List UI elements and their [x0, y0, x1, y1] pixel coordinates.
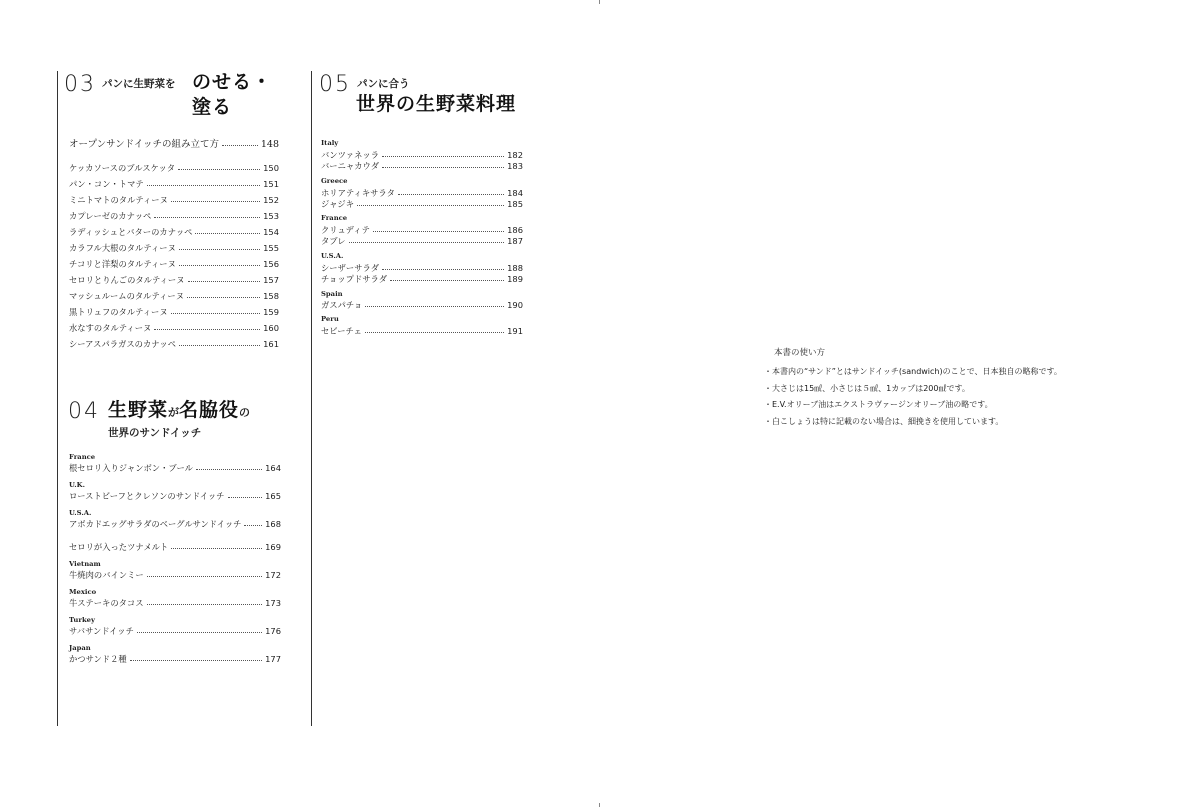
leader-dots [171, 201, 260, 202]
country-label: France [69, 453, 96, 461]
entry-page: 157 [263, 275, 279, 285]
leader-dots [382, 269, 504, 270]
entry-page: 187 [507, 236, 523, 246]
entry-title: ジャジキ [321, 199, 355, 209]
page-bottom-tick [599, 803, 600, 807]
leader-dots [228, 497, 263, 498]
toc-entry-152[interactable] [69, 196, 279, 204]
section-05-rule [311, 71, 312, 726]
toc-entry-154[interactable] [69, 228, 279, 236]
entry-page: 148 [260, 139, 279, 150]
leader-dots [349, 242, 505, 243]
entry-page: 182 [507, 150, 523, 160]
country-label: Spain [321, 290, 343, 298]
entry-title: 水なすのタルティーヌ [69, 323, 152, 333]
entry-page: 172 [265, 570, 281, 580]
toc-entry-151[interactable] [69, 180, 279, 188]
leader-dots [196, 469, 262, 470]
entry-title: 黒トリュフのタルティーヌ [69, 307, 168, 317]
entry-title: 牛焼肉のバインミー [69, 570, 144, 580]
entry-title: チコリと洋梨のタルティーヌ [69, 259, 176, 269]
country-label: Italy [321, 139, 339, 147]
leader-dots [171, 548, 262, 549]
toc-entry-187[interactable] [321, 237, 523, 245]
toc-entry-161[interactable] [69, 340, 279, 348]
toc-entry-156[interactable] [69, 260, 279, 268]
toc-entry-189[interactable] [321, 275, 523, 283]
entry-title: かつサンド２種 [69, 654, 127, 664]
entry-title: オープンサンドイッチの組み立て方 [69, 139, 220, 150]
entry-page: 191 [507, 326, 523, 336]
entry-page: 190 [507, 300, 523, 310]
section-04-title-c: 名脇役 [179, 399, 240, 421]
entry-title: カラフル大根のタルティーヌ [69, 243, 176, 253]
section-04-title-b: が [168, 406, 180, 419]
entry-page: 154 [263, 227, 279, 237]
leader-dots [244, 525, 262, 526]
section-03-title-line1: のせる・ [192, 71, 273, 93]
leader-dots [222, 145, 258, 146]
leader-dots [187, 297, 260, 298]
country-label: Greece [321, 177, 348, 185]
entry-title: クリュディテ [321, 225, 370, 235]
leader-dots [147, 185, 260, 186]
entry-page: 160 [263, 323, 279, 333]
usage-note: ・大さじは15㎖、小さじは５㎖、1カップは200㎖です。 [764, 384, 970, 393]
entry-title: ラディッシュとバターのカナッペ [69, 227, 193, 237]
country-label: Mexico [69, 588, 97, 596]
leader-dots [373, 231, 504, 232]
entry-page: 188 [507, 263, 523, 273]
leader-dots [179, 345, 260, 346]
toc-entry-182[interactable] [321, 151, 523, 159]
leader-dots [147, 604, 263, 605]
country-label: Japan [69, 644, 91, 652]
toc-entry-165[interactable] [69, 492, 281, 500]
country-label: France [321, 214, 348, 222]
entry-page: 184 [507, 188, 523, 198]
leader-dots [130, 660, 262, 661]
entry-page: 185 [507, 199, 523, 209]
leader-dots [137, 632, 262, 633]
entry-page: 152 [263, 195, 279, 205]
section-03-pretitle: パンに生野菜を [102, 78, 176, 90]
section-04-subtitle: 世界のサンドイッチ [108, 427, 202, 439]
leader-dots [195, 233, 260, 234]
entry-title: ケッカソースのブルスケッタ [69, 163, 176, 173]
toc-entry-153[interactable] [69, 212, 279, 220]
country-label: Turkey [69, 616, 95, 624]
entry-title: セビーチェ [321, 326, 362, 336]
toc-entry-160[interactable] [69, 324, 279, 332]
country-label: Peru [321, 315, 339, 323]
toc-entry-185[interactable] [321, 200, 523, 208]
entry-title: シーザーサラダ [321, 263, 379, 273]
leader-dots [365, 332, 504, 333]
leader-dots [357, 205, 504, 206]
entry-page: 165 [265, 491, 281, 501]
entry-page: 153 [263, 211, 279, 221]
entry-page: 183 [507, 161, 523, 171]
leader-dots [382, 167, 504, 168]
country-label: U.S.A. [321, 252, 344, 260]
toc-entry-155[interactable] [69, 244, 279, 252]
entry-title: カプレーゼのカナッペ [69, 211, 152, 221]
toc-entry-176[interactable] [69, 627, 281, 635]
entry-title: タブレ [321, 236, 346, 246]
usage-note: ・本書内の“サンド”とはサンドイッチ(sandwich)のことで、日本独自の略称です。 [764, 367, 1062, 376]
entry-title: サバサンドイッチ [69, 626, 134, 636]
section-04-title-d: の [239, 406, 251, 419]
entry-page: 177 [265, 654, 281, 664]
entry-page: 151 [263, 179, 279, 189]
leader-dots [154, 329, 260, 330]
leader-dots [179, 265, 260, 266]
toc-entry-168[interactable] [69, 520, 281, 528]
entry-title: ガスパチョ [321, 300, 363, 310]
entry-title: チョップドサラダ [321, 274, 388, 284]
leader-dots [390, 280, 504, 281]
country-label: U.S.A. [69, 509, 92, 517]
entry-page: 164 [265, 463, 281, 473]
toc-entry-157[interactable] [69, 276, 279, 284]
leader-dots [365, 306, 504, 307]
entry-page: 176 [265, 626, 281, 636]
entry-page: 161 [263, 339, 279, 349]
entry-title: ローストビーフとクレソンのサンドイッチ [69, 491, 225, 501]
country-label: Vietnam [69, 560, 101, 568]
entry-page: 158 [263, 291, 279, 301]
page-top-tick [599, 0, 600, 4]
section-05-pretitle: パンに合う [357, 78, 410, 90]
entry-page: 150 [263, 163, 279, 173]
entry-title: マッシュルームのタルティーヌ [69, 291, 184, 301]
entry-title: バーニャカウダ [321, 161, 379, 171]
section-04-number: 04 [68, 399, 100, 424]
leader-dots [171, 313, 261, 314]
entry-page: 173 [265, 598, 281, 608]
section-03-rule [57, 71, 58, 726]
usage-notes-title: 本書の使い方 [774, 348, 826, 358]
toc-entry-169[interactable] [69, 543, 281, 551]
section-05-title: 世界の生野菜料理 [356, 93, 517, 115]
entry-page: 168 [265, 519, 281, 529]
entry-title: アボカドエッグサラダのベーグルサンドイッチ [69, 519, 242, 529]
toc-entry-190[interactable] [321, 301, 523, 309]
toc-entry-183[interactable] [321, 162, 523, 170]
entry-title: パン・コン・トマテ [69, 179, 144, 189]
toc-entry-148[interactable] [69, 140, 279, 150]
entry-title: ホリアティキサラタ [321, 188, 395, 198]
entry-title: セロリとりんごのタルティーヌ [69, 275, 185, 285]
leader-dots [188, 281, 261, 282]
entry-title: シーアスパラガスのカナッペ [69, 339, 176, 349]
section-03-title-line2: 塗る [192, 96, 233, 118]
section-04-title-a: 生野菜 [108, 399, 169, 421]
leader-dots [147, 576, 262, 577]
entry-title: ミニトマトのタルティーヌ [69, 195, 168, 205]
entry-title: バンツァネッラ [321, 150, 379, 160]
entry-title: セロリが入ったツナメルト [69, 542, 169, 552]
toc-entry-158[interactable] [69, 292, 279, 300]
entry-page: 169 [265, 542, 281, 552]
country-label: U.K. [69, 481, 85, 489]
entry-page: 159 [263, 307, 279, 317]
toc-entry-188[interactable] [321, 264, 523, 272]
section-05-number: 05 [319, 72, 351, 97]
leader-dots [154, 217, 260, 218]
leader-dots [179, 249, 260, 250]
leader-dots [178, 169, 260, 170]
toc-entry-177[interactable] [69, 655, 281, 663]
entry-page: 189 [507, 274, 523, 284]
leader-dots [398, 194, 504, 195]
toc-entry-191[interactable] [321, 327, 523, 335]
toc-entry-150[interactable] [69, 164, 279, 172]
section-04-title [108, 401, 250, 420]
toc-entry-184[interactable] [321, 189, 523, 197]
entry-title: 根セロリ入りジャンボン・ブール [69, 463, 193, 473]
section-03-number: 03 [64, 72, 96, 97]
toc-entry-173[interactable] [69, 599, 281, 607]
toc-entry-172[interactable] [69, 571, 281, 579]
usage-note: ・白こしょうは特に記載のない場合は、細挽きを使用しています。 [764, 417, 1004, 426]
usage-note: ・E.V.オリーブ油はエクストラヴァージンオリーブ油の略です。 [764, 400, 993, 409]
toc-entry-159[interactable] [69, 308, 279, 316]
entry-page: 155 [263, 243, 279, 253]
toc-entry-186[interactable] [321, 226, 523, 234]
entry-page: 156 [263, 259, 279, 269]
entry-page: 186 [507, 225, 523, 235]
leader-dots [382, 156, 504, 157]
entry-title: 牛ステーキのタコス [69, 598, 144, 608]
toc-entry-164[interactable] [69, 464, 281, 472]
